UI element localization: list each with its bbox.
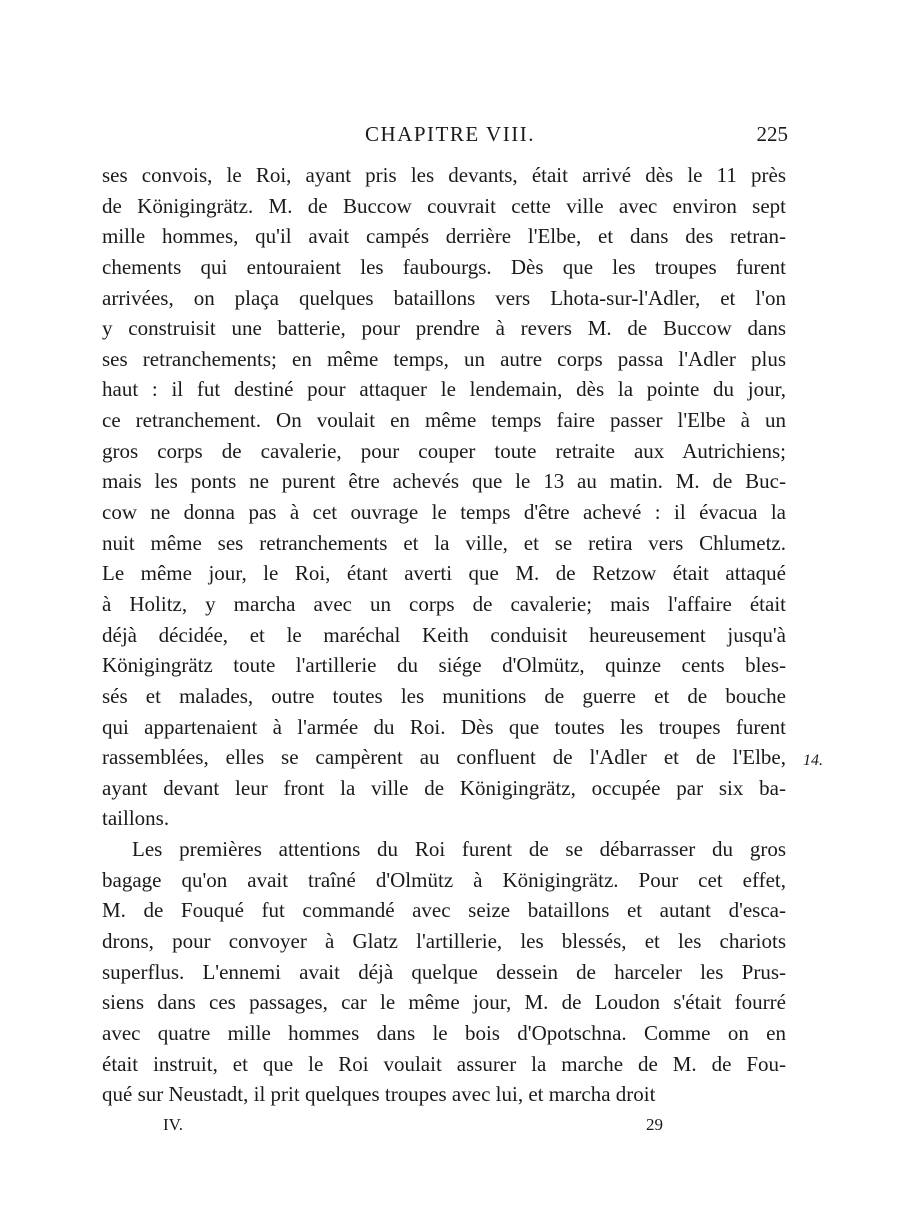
text-line: ce retranchement. On voulait en même temps faire passer l'Elbe à un: [102, 408, 786, 433]
text-line: qui appartenaient à l'armée du Roi. Dès que toutes les troupes furent: [102, 714, 786, 739]
text-line: Königingrätz toute l'artillerie du siége d'Olmütz, quinze cents bles-: [102, 653, 786, 678]
text-line: mais les ponts ne purent être achevés que le 13 au matin. M. de Buc-: [102, 469, 786, 494]
text-line: chements qui entouraient les faubourgs. Dès que les troupes furent: [102, 254, 786, 279]
text-line: ses convois, le Roi, ayant pris les devants, était arrivé dès le 11 près: [102, 163, 786, 187]
text-line: nuit même ses retranchements et la ville, et se retira vers Chlumetz.: [102, 530, 786, 555]
chapter-title: CHAPITRE VIII.: [365, 122, 535, 146]
text-line: Le même jour, le Roi, étant averti que M. de Retzow était attaqué: [102, 561, 786, 586]
text-line: de Königingrätz. M. de Buccow couvrait cette ville avec environ sept: [102, 193, 786, 218]
text-line: était instruit, et que le Roi voulait assurer la marche de M. de Fou-: [102, 1051, 786, 1076]
signature-mark: IV.: [163, 1115, 183, 1134]
text-line: taillons.: [102, 806, 170, 831]
text-line: M. de Fouqué fut commandé avec seize bataillons et autant d'esca-: [102, 898, 786, 923]
text-line: bagage qu'on avait traîné d'Olmütz à Königingrätz. Pour cet effet,: [102, 867, 786, 892]
text-line: y construisit une batterie, pour prendre à revers M. de Buccow dans: [102, 316, 786, 341]
body-text: [102, 160, 786, 1110]
text-line: siens dans ces passages, car le même jour, M. de Loudon s'était fourré: [102, 990, 786, 1015]
text-line: mille hommes, qu'il avait campés derrière l'Elbe, et dans des retran-: [102, 224, 786, 249]
text-line: arrivées, on plaça quelques bataillons vers Lhota-sur-l'Adler, et l'on: [102, 285, 786, 310]
text-line: drons, pour convoyer à Glatz l'artillerie, les blessés, et les chariots: [102, 929, 786, 954]
signature-number: 29: [646, 1115, 663, 1134]
margin-date-note: 14.: [803, 752, 823, 769]
text-line: ses retranchements; en même temps, un autre corps passa l'Adler plus: [102, 346, 786, 371]
text-line: rassemblées, elles se campèrent au confluent de l'Adler et de l'Elbe,: [102, 745, 786, 770]
text-line: qué sur Neustadt, il prit quelques troupes avec lui, et marcha droit: [102, 1082, 656, 1107]
page-number: 225: [756, 122, 788, 146]
text-line: déjà décidée, et le maréchal Keith conduisit heureusement jusqu'à: [102, 622, 786, 647]
text-line: sés et malades, outre toutes les munitions de guerre et de bouche: [102, 683, 786, 708]
text-line: haut : il fut destiné pour attaquer le lendemain, dès la pointe du jour,: [102, 377, 786, 402]
text-line: avec quatre mille hommes dans le bois d'Opotschna. Comme on en: [102, 1020, 786, 1045]
text-line: superflus. L'ennemi avait déjà quelque dessein de harceler les Prus-: [102, 959, 786, 984]
text-line: Les premières attentions du Roi furent de se débarrasser du gros: [132, 837, 786, 862]
text-line: à Holitz, y marcha avec un corps de cavalerie; mais l'affaire était: [102, 591, 786, 616]
text-line: cow ne donna pas à cet ouvrage le temps d'être achevé : il évacua la: [102, 500, 786, 525]
text-line: gros corps de cavalerie, pour couper toute retraite aux Autrichiens;: [102, 438, 786, 463]
text-line: ayant devant leur front la ville de Königingrätz, occupée par six ba-: [102, 775, 786, 800]
